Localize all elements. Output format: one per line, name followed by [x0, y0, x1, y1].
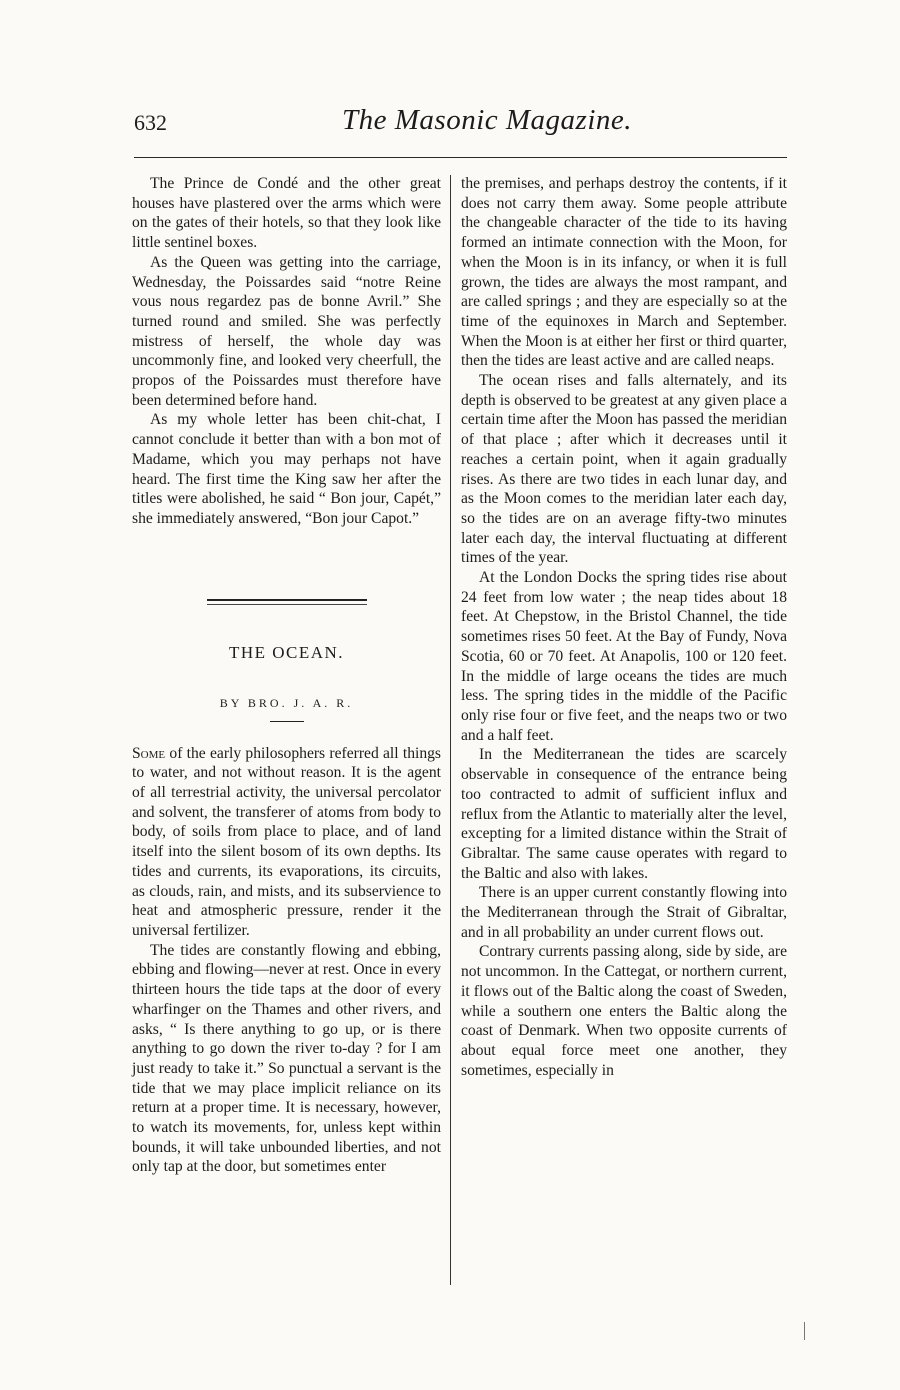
- right-paragraph-3: In the Mediterranean the tides are scarcely observable in consequence of the entrance being too contracted to admit of sufficient influx and reflux from the Atlantic to materially alter the level, excepting for a limited distance within the Strait of Gibraltar. The same cause operates with regard to the Baltic and also with lakes.: [461, 746, 787, 882]
- article-title: THE OCEAN.: [228, 642, 345, 662]
- header-rule: [134, 157, 787, 158]
- ocean-paragraph-1: [132, 744, 441, 941]
- drop-word: Some: [132, 744, 166, 762]
- letter-paragraph-1: The Prince de Condé and the other great houses have plastered over the arms which were on the gates of their hotels, so that they look like little sentinel boxes.: [132, 175, 441, 252]
- right-paragraph-1: The ocean rises and falls alternately, and its depth is observed to be greatest at any given place a certain time after the Moon has passed the meridian of that place ; after which it decreases until it reaches a certain point, when it again gradually rises. As there are two tides in each lunar day, and as the Moon comes to the meridian later each day, so the tides are on an average fifty-two minutes later each day, the interval fluctuating at different times of the year.: [461, 372, 787, 567]
- letter-paragraph-3: As my whole letter has been chit-chat, I cannot conclude it better than with a bon mot of Madame, which you may perhaps not have heard. The first time the King saw her after the titles were abolished, he said “ Bon jour, Capét,” she immediately answered, “Bon jour Capot.”: [132, 411, 441, 527]
- article-byline: BY BRO. J. A. R.: [219, 695, 354, 710]
- running-title: The Masonic Magazine.: [342, 104, 632, 136]
- ocean-paragraph-1-text: of the early philosophers referred all things to water, and not without reason. It is the agent of all terrestrial activity, the universal percolator and solvent, the transferer of atoms from body to body, of soils from place to place, and of land itself into the silent bosom of its own depths. Its tides and currents, its evaporations, its circuits, as clouds, rain, and mists, and its subservience to heat and atmospheric pressure, render it the universal fertilizer.: [132, 744, 441, 939]
- letter-paragraph-2: As the Queen was getting into the carriage, Wednesday, the Poissardes said “notre Reine vous nous regardez pas de bonne Avril.” She turned round and smiled. She was perfectly mistress of herself, the whole day was uncommonly fine, and looked very cheerfull, the propos of the Poissardes must therefore have been determined before hand.: [132, 253, 441, 409]
- column-divider: [450, 175, 451, 1285]
- margin-mark: [804, 1322, 805, 1340]
- page-number: 632: [134, 110, 167, 135]
- right-paragraph-2: At the London Docks the spring tides rise about 24 feet from low water ; the neap tides about 18 feet. At Chepstow, in the Bristol Channel, the tide sometimes rises 50 feet. At the Bay of Fundy, Nova Scotia, 60 or 70 feet. At Anapolis, 100 or 120 feet. In the middle of large oceans the tides are much less. The spring tides in the middle of the Pacific only rise four or five feet, and the neaps two or two and a half feet.: [461, 569, 787, 744]
- ocean-paragraph-2: The tides are constantly flowing and ebbing, ebbing and flowing—never at rest. Once in every thirteen hours the tide taps at the door of every wharfinger on the Thames and other rivers, and asks, “ Is there anything to go up, or is there anything to go down the river to-day ? for I am just ready to take it.” So punctual a servant is the tide that we may place implicit reliance on its return at a proper time. It is necessary, however, to watch its movements, for, unless kept within bounds, it will take unbounded liberties, and not only tap at the door, but sometimes enter: [132, 941, 441, 1176]
- byline-rule: [270, 721, 304, 722]
- right-paragraph-5: Contrary currents passing along, side by side, are not uncommon. In the Cattegat, or northern current, it flows out of the Baltic along the coast of Sweden, while a southern one enters the Baltic along the coast of Denmark. When two opposite currents of about equal force meet one another, they sometimes, especially in: [461, 943, 787, 1079]
- continued-paragraph: the premises, and perhaps destroy the contents, if it does not carry them away. Some people attribute the changeable character of the tide to its having formed an intimate connection with the Moon, for when the Moon is in its infancy, or when it is full grown, the tides are always the most rampant, and are called springs ; and they are especially so at the time of the equinoxes in March and September. When the Moon is at either her first or third quarter, then the tides are least active and are called neaps.: [461, 175, 787, 370]
- right-paragraph-4: There is an upper current constantly flowing into the Mediterranean through the Strait of Gibraltar, and in all probability an under current flows out.: [461, 884, 787, 941]
- left-column: [132, 174, 441, 1177]
- page-header: [0, 104, 900, 144]
- section-double-rule: [207, 599, 367, 605]
- right-column: [461, 174, 787, 1080]
